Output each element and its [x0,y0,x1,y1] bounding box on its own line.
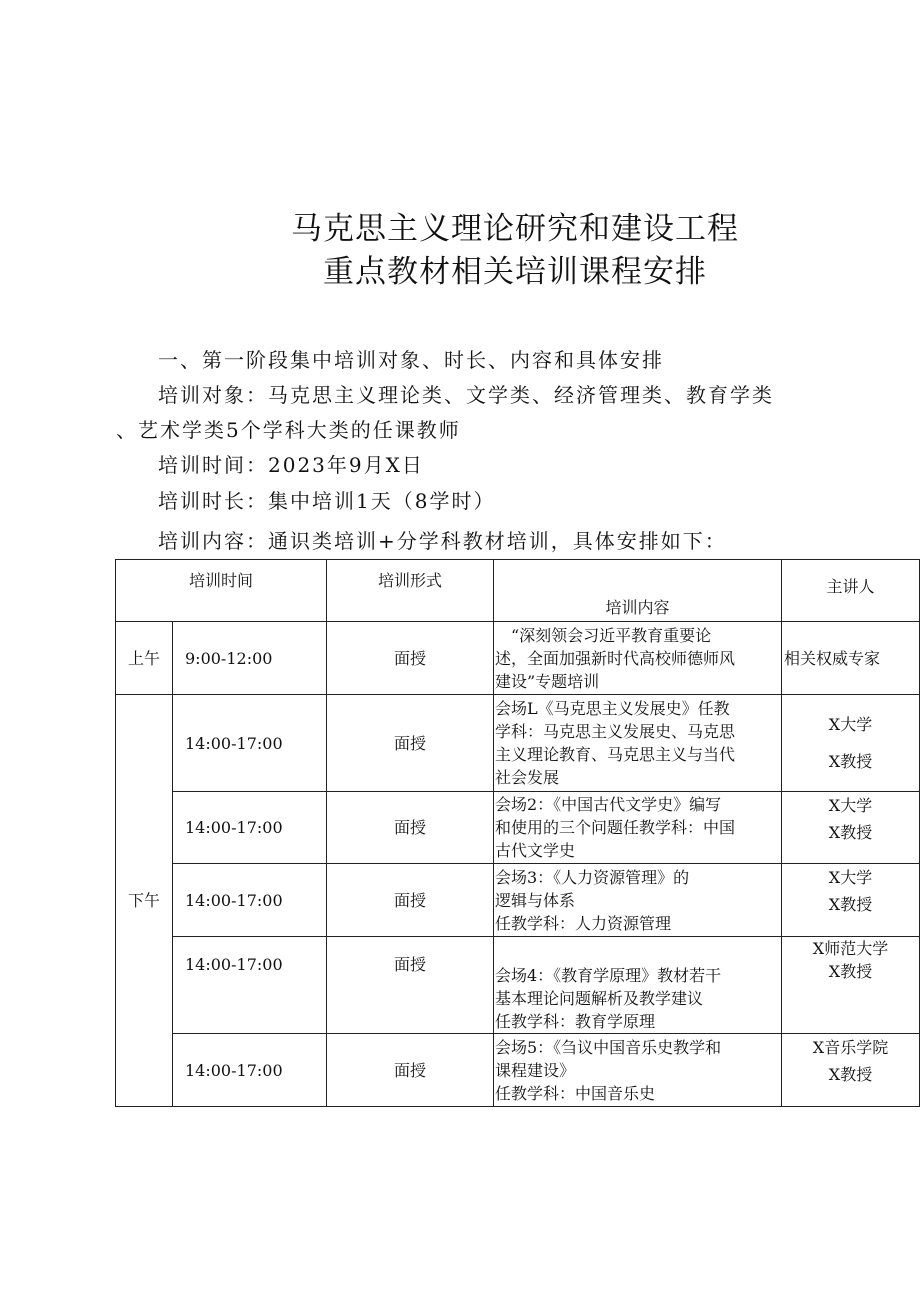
header-form: 培训形式 [327,560,494,622]
session-lecturer: 相关权威专家 [782,622,920,695]
session-content: “深刻领会习近平教育重要论 述，全面加强新时代高校师德师风 建设”专题培训 [494,622,782,695]
table-row-afternoon-1 [116,695,920,792]
session-form: 面授 [327,695,494,792]
training-target-line1: 培训对象：马克思主义理论类、文学类、经济管理类、教育学类 [158,383,774,407]
session-content: 会场L《马克思主义发展史》任教 学科：马克思主义发展史、马克思 主义理论教育、马克思主义与当代 社会发展 [494,695,782,792]
session-lecturer: X师范大学 X教授 [782,937,920,1034]
session-time: 14:00-17:00 [173,864,327,937]
header-lecturer: 主讲人 [782,560,920,622]
session-content: 会场3：《人力资源管理》的 逻辑与体系 任教学科：人力资源管理 [494,864,782,937]
header-time: 培训时间 [116,560,327,622]
table-header-row [116,560,920,622]
session-form: 面授 [327,1034,494,1107]
session-time: 9:00-12:00 [173,622,327,695]
session-time: 14:00-17:00 [173,1034,327,1107]
training-time: 培训时间：2023年9月X日 [158,453,424,477]
period-afternoon: 下午 [116,695,173,1107]
session-content: 会场5：《刍议中国音乐史教学和 课程建设》 任教学科：中国音乐史 [494,1034,782,1107]
document-title-line2: 重点教材相关培训课程安排 [323,254,707,290]
schedule-table [115,559,920,1107]
session-time: 14:00-17:00 [173,937,327,1034]
header-content: 培训内容 [494,560,782,622]
table-row-afternoon-4 [116,937,920,1034]
period-morning: 上午 [116,622,173,695]
session-form: 面授 [327,622,494,695]
training-target-line2: 、艺术学类5个学科大类的任课教师 [116,418,461,442]
session-form: 面授 [327,864,494,937]
session-lecturer: X大学 X教授 [782,792,920,864]
table-row-afternoon-2 [116,792,920,864]
session-lecturer: X大学 X教授 [782,864,920,937]
session-content: 会场2：《中国古代文学史》编写 和使用的三个问题任教学科：中国 古代文学史 [494,792,782,864]
session-form: 面授 [327,792,494,864]
document-title-line1: 马克思主义理论研究和建设工程 [291,211,739,247]
session-time: 14:00-17:00 [173,695,327,792]
table-row-afternoon-3 [116,864,920,937]
session-lecturer: X音乐学院 X教授 [782,1034,920,1107]
session-content: 会场4：《教育学原理》教材若干 基本理论问题解析及教学建议 任教学科：教育学原理 [494,937,782,1034]
session-time: 14:00-17:00 [173,792,327,864]
section-heading: 一、第一阶段集中培训对象、时长、内容和具体安排 [158,348,664,372]
table-row-afternoon-5 [116,1034,920,1107]
session-form: 面授 [327,937,494,1034]
training-content-intro: 培训内容：通识类培训+分学科教材培训，具体安排如下： [158,529,727,553]
table-row-morning [116,622,920,695]
training-duration: 培训时长：集中培训1天（8学时） [158,489,496,513]
session-lecturer: X大学 X教授 [782,695,920,792]
